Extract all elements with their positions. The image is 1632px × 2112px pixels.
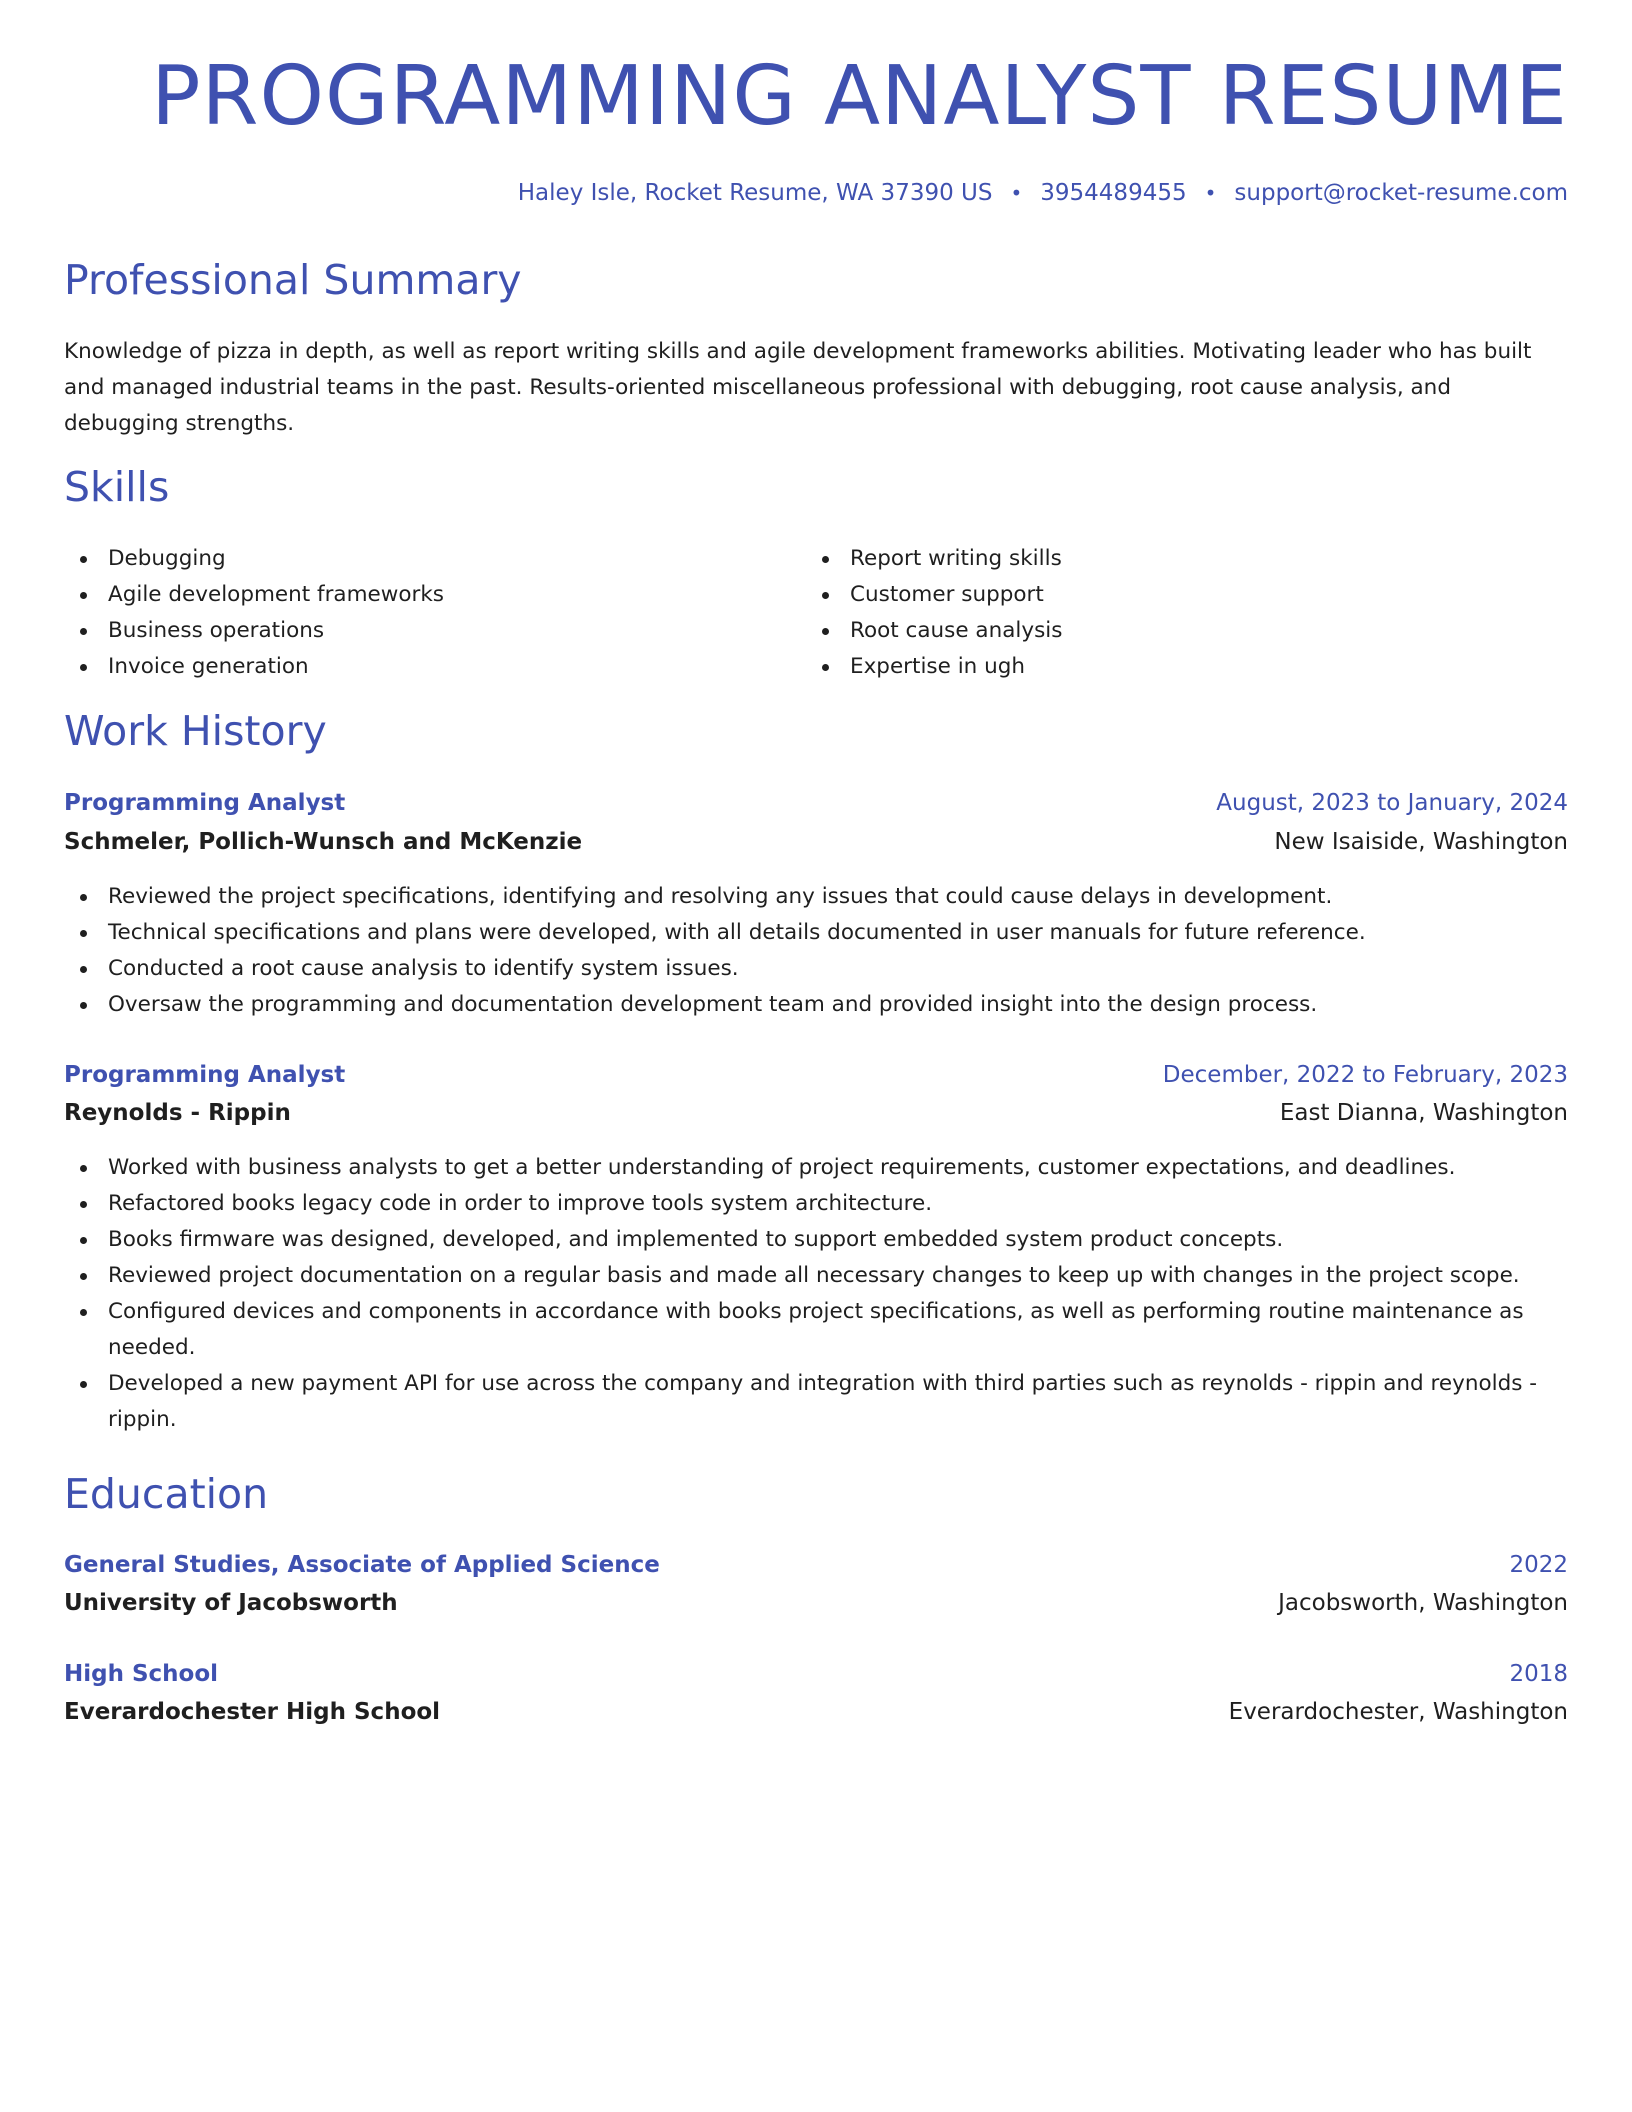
job-location: New Isaiside, Washington bbox=[1274, 829, 1568, 855]
education-year: 2018 bbox=[1509, 1661, 1568, 1687]
job-bullet-list bbox=[64, 1150, 1568, 1438]
job-bullet: Technical specifications and plans were developed, with all details documented in user manuals for future reference. bbox=[64, 915, 1568, 951]
job-bullet: Books firmware was designed, developed, and implemented to support embedded system product concepts. bbox=[64, 1222, 1568, 1258]
contact-separator: • bbox=[1010, 181, 1023, 205]
job-bullet: Configured devices and components in accordance with books project specifications, as well as performing routine maintenance as needed. bbox=[64, 1294, 1568, 1366]
summary-heading: Professional Summary bbox=[64, 256, 522, 304]
job-dates: December, 2022 to February, 2023 bbox=[1162, 1062, 1568, 1088]
job-header-row bbox=[64, 1062, 1568, 1088]
job-title: Programming Analyst bbox=[64, 1062, 346, 1088]
education-school-row bbox=[64, 1590, 1568, 1616]
job-location: East Dianna, Washington bbox=[1279, 1100, 1568, 1126]
education-school: University of Jacobsworth bbox=[64, 1590, 398, 1616]
contact-separator: • bbox=[1204, 181, 1217, 205]
education-heading: Education bbox=[64, 1470, 269, 1518]
job-bullet: Developed a new payment API for use across the company and integration with third parties such as reynolds - rippin and reynolds - rippin. bbox=[64, 1366, 1568, 1438]
skill-item: Expertise in ugh bbox=[806, 649, 1546, 685]
contact-address: Haley Isle, Rocket Resume, WA 37390 US bbox=[517, 180, 993, 206]
education-location: Everardochester, Washington bbox=[1228, 1699, 1568, 1725]
skill-item: Root cause analysis bbox=[806, 613, 1546, 649]
contact-phone[interactable]: 3954489455 bbox=[1040, 180, 1187, 206]
job-bullet: Oversaw the programming and documentation development team and provided insight into the design process. bbox=[64, 987, 1568, 1023]
education-school-row bbox=[64, 1699, 1568, 1725]
skill-item: Customer support bbox=[806, 577, 1546, 613]
contact-email[interactable]: support@rocket-resume.com bbox=[1234, 180, 1568, 206]
job-header-row bbox=[64, 790, 1568, 816]
job-bullet: Reviewed the project specifications, identifying and resolving any issues that could cause delays in development. bbox=[64, 879, 1568, 915]
job-bullet: Conducted a root cause analysis to identify system issues. bbox=[64, 951, 1568, 987]
education-school: Everardochester High School bbox=[64, 1699, 441, 1725]
education-location: Jacobsworth, Washington bbox=[1278, 1590, 1568, 1616]
education-degree: General Studies, Associate of Applied Science bbox=[64, 1552, 660, 1578]
job-company-row bbox=[64, 829, 1568, 855]
summary-text: Knowledge of pizza in depth, as well as report writing skills and agile development frameworks abilities. Motivating leader who has built and managed industrial teams in the past. Results-oriented miscellaneous professional with debugging, root cause analysis, and debugging strengths. bbox=[64, 339, 1532, 436]
work-history-heading: Work History bbox=[64, 707, 327, 755]
skill-item: Invoice generation bbox=[64, 649, 804, 685]
job-company: Reynolds - Rippin bbox=[64, 1100, 291, 1126]
job-bullet: Refactored books legacy code in order to improve tools system architecture. bbox=[64, 1186, 1568, 1222]
skill-item: Report writing skills bbox=[806, 541, 1546, 577]
job-bullet-list bbox=[64, 879, 1568, 1023]
skill-item: Business operations bbox=[64, 613, 804, 649]
contact-line bbox=[518, 180, 1568, 206]
education-year: 2022 bbox=[1509, 1552, 1568, 1578]
skill-item: Agile development frameworks bbox=[64, 577, 804, 613]
resume-page bbox=[64, 0, 1568, 2112]
skills-heading: Skills bbox=[64, 463, 170, 511]
job-dates: August, 2023 to January, 2024 bbox=[1216, 790, 1568, 816]
resume-title: PROGRAMMING ANALYST RESUME bbox=[151, 49, 1568, 144]
skills-list-right bbox=[806, 541, 1546, 685]
job-bullet: Reviewed project documentation on a regular basis and made all necessary changes to keep up with changes in the project scope. bbox=[64, 1258, 1568, 1294]
education-header-row bbox=[64, 1552, 1568, 1578]
job-company-row bbox=[64, 1100, 1568, 1126]
skills-list-left bbox=[64, 541, 804, 685]
job-company: Schmeler, Pollich-Wunsch and McKenzie bbox=[64, 829, 583, 855]
job-bullet: Worked with business analysts to get a better understanding of project requirements, customer expectations, and deadlines. bbox=[64, 1150, 1568, 1186]
education-degree: High School bbox=[64, 1661, 219, 1687]
education-header-row bbox=[64, 1661, 1568, 1687]
job-title: Programming Analyst bbox=[64, 790, 346, 816]
skill-item: Debugging bbox=[64, 541, 804, 577]
